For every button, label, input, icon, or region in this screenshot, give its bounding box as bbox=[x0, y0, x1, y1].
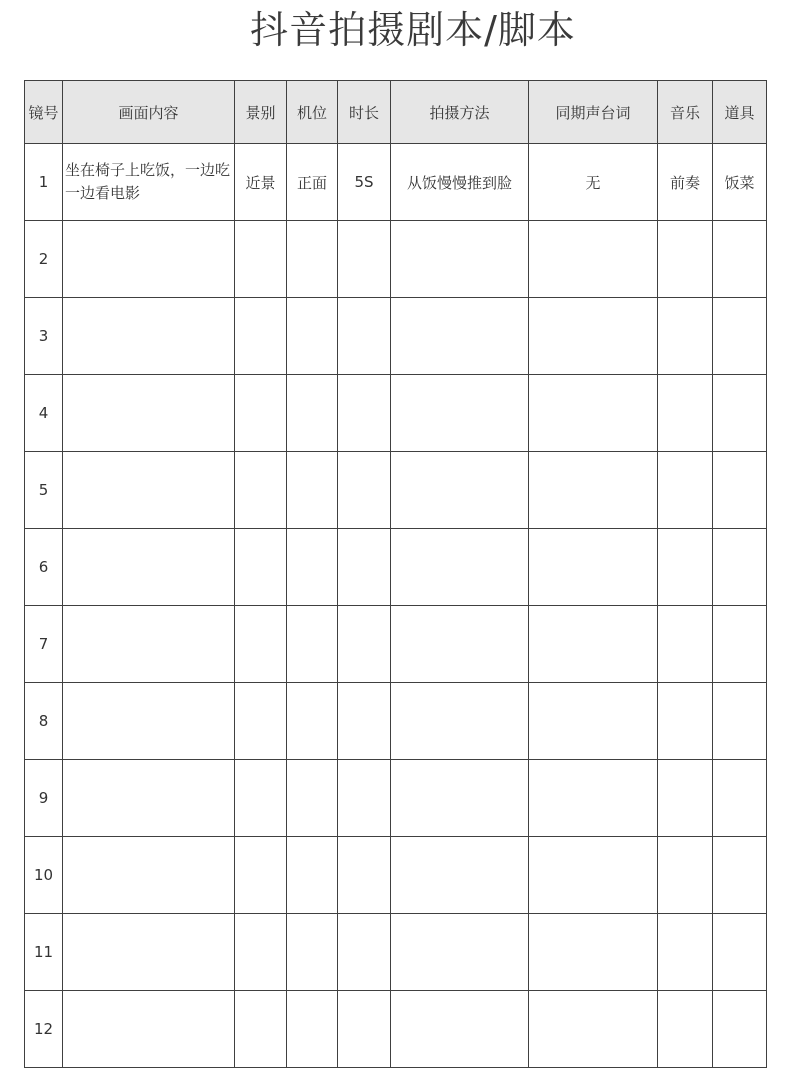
cell-props bbox=[713, 452, 767, 529]
cell-duration bbox=[338, 606, 391, 683]
cell-scene-content bbox=[63, 452, 235, 529]
cell-duration bbox=[338, 760, 391, 837]
cell-dialogue bbox=[529, 529, 658, 606]
cell-duration bbox=[338, 991, 391, 1068]
table-row bbox=[25, 991, 767, 1068]
cell-duration bbox=[338, 683, 391, 760]
cell-duration: 5S bbox=[338, 144, 391, 221]
cell-dialogue bbox=[529, 221, 658, 298]
cell-shot-number: 5 bbox=[25, 452, 63, 529]
cell-props bbox=[713, 837, 767, 914]
cell-shooting-method bbox=[391, 914, 529, 991]
table-header-row bbox=[25, 81, 767, 144]
cell-shooting-method bbox=[391, 991, 529, 1068]
table-row bbox=[25, 683, 767, 760]
cell-camera-position bbox=[287, 452, 338, 529]
cell-shot-number: 10 bbox=[25, 837, 63, 914]
cell-camera-position bbox=[287, 298, 338, 375]
cell-shot-size bbox=[235, 914, 287, 991]
page-title: 抖音拍摄剧本/脚本 bbox=[250, 8, 576, 52]
header-shot-number: 镜号 bbox=[25, 81, 63, 144]
cell-shooting-method bbox=[391, 221, 529, 298]
cell-camera-position bbox=[287, 606, 338, 683]
cell-dialogue: 无 bbox=[529, 144, 658, 221]
cell-camera-position bbox=[287, 221, 338, 298]
cell-dialogue bbox=[529, 837, 658, 914]
table-row bbox=[25, 221, 767, 298]
cell-music bbox=[658, 452, 713, 529]
cell-camera-position bbox=[287, 991, 338, 1068]
cell-shot-size bbox=[235, 760, 287, 837]
cell-dialogue bbox=[529, 375, 658, 452]
cell-scene-content bbox=[63, 606, 235, 683]
cell-music bbox=[658, 529, 713, 606]
cell-shooting-method bbox=[391, 375, 529, 452]
cell-shooting-method bbox=[391, 837, 529, 914]
cell-shooting-method bbox=[391, 529, 529, 606]
cell-shooting-method: 从饭慢慢推到脸 bbox=[391, 144, 529, 221]
cell-shooting-method bbox=[391, 298, 529, 375]
cell-shot-size bbox=[235, 452, 287, 529]
cell-scene-content bbox=[63, 529, 235, 606]
header-duration: 时长 bbox=[338, 81, 391, 144]
cell-dialogue bbox=[529, 760, 658, 837]
table-row bbox=[25, 760, 767, 837]
table-row bbox=[25, 606, 767, 683]
cell-props bbox=[713, 683, 767, 760]
cell-scene-content bbox=[63, 837, 235, 914]
cell-music bbox=[658, 606, 713, 683]
cell-music bbox=[658, 683, 713, 760]
cell-music bbox=[658, 991, 713, 1068]
cell-scene-content bbox=[63, 914, 235, 991]
cell-shooting-method bbox=[391, 760, 529, 837]
cell-music bbox=[658, 221, 713, 298]
cell-duration bbox=[338, 452, 391, 529]
cell-props bbox=[713, 529, 767, 606]
cell-dialogue bbox=[529, 452, 658, 529]
cell-duration bbox=[338, 837, 391, 914]
cell-shot-number: 2 bbox=[25, 221, 63, 298]
cell-shooting-method bbox=[391, 452, 529, 529]
cell-scene-content bbox=[63, 760, 235, 837]
cell-music bbox=[658, 375, 713, 452]
cell-props: 饭菜 bbox=[713, 144, 767, 221]
header-camera-position: 机位 bbox=[287, 81, 338, 144]
cell-dialogue bbox=[529, 991, 658, 1068]
table-row bbox=[25, 452, 767, 529]
header-shot-size: 景别 bbox=[235, 81, 287, 144]
cell-shot-size bbox=[235, 606, 287, 683]
cell-props bbox=[713, 221, 767, 298]
cell-camera-position bbox=[287, 837, 338, 914]
cell-camera-position bbox=[287, 529, 338, 606]
cell-props bbox=[713, 298, 767, 375]
cell-camera-position: 正面 bbox=[287, 144, 338, 221]
table-row bbox=[25, 298, 767, 375]
cell-camera-position bbox=[287, 683, 338, 760]
cell-shot-number: 6 bbox=[25, 529, 63, 606]
cell-shooting-method bbox=[391, 606, 529, 683]
cell-music bbox=[658, 914, 713, 991]
table-row bbox=[25, 375, 767, 452]
table-row bbox=[25, 529, 767, 606]
cell-scene-content bbox=[63, 298, 235, 375]
cell-shot-number: 7 bbox=[25, 606, 63, 683]
cell-props bbox=[713, 991, 767, 1068]
table-row bbox=[25, 914, 767, 991]
header-music: 音乐 bbox=[658, 81, 713, 144]
cell-dialogue bbox=[529, 606, 658, 683]
cell-shot-size bbox=[235, 221, 287, 298]
cell-duration bbox=[338, 375, 391, 452]
cell-shot-size bbox=[235, 837, 287, 914]
cell-music bbox=[658, 298, 713, 375]
cell-props bbox=[713, 760, 767, 837]
cell-shot-size: 近景 bbox=[235, 144, 287, 221]
header-scene-content: 画面内容 bbox=[63, 81, 235, 144]
cell-camera-position bbox=[287, 375, 338, 452]
cell-shot-number: 3 bbox=[25, 298, 63, 375]
cell-shot-number: 11 bbox=[25, 914, 63, 991]
table-row bbox=[25, 837, 767, 914]
cell-shot-size bbox=[235, 683, 287, 760]
cell-shot-size bbox=[235, 991, 287, 1068]
cell-duration bbox=[338, 221, 391, 298]
shooting-script-table bbox=[24, 80, 767, 1068]
cell-props bbox=[713, 375, 767, 452]
cell-shot-number: 1 bbox=[25, 144, 63, 221]
cell-shot-size bbox=[235, 375, 287, 452]
cell-camera-position bbox=[287, 914, 338, 991]
cell-shot-size bbox=[235, 529, 287, 606]
header-shooting-method: 拍摄方法 bbox=[391, 81, 529, 144]
cell-duration bbox=[338, 529, 391, 606]
cell-shot-number: 9 bbox=[25, 760, 63, 837]
cell-music: 前奏 bbox=[658, 144, 713, 221]
cell-dialogue bbox=[529, 298, 658, 375]
cell-duration bbox=[338, 298, 391, 375]
cell-music bbox=[658, 837, 713, 914]
cell-camera-position bbox=[287, 760, 338, 837]
cell-scene-content: 坐在椅子上吃饭，一边吃一边看电影 bbox=[63, 144, 235, 221]
cell-dialogue bbox=[529, 914, 658, 991]
cell-dialogue bbox=[529, 683, 658, 760]
cell-scene-content bbox=[63, 221, 235, 298]
cell-props bbox=[713, 606, 767, 683]
header-props: 道具 bbox=[713, 81, 767, 144]
cell-props bbox=[713, 914, 767, 991]
cell-shot-size bbox=[235, 298, 287, 375]
cell-duration bbox=[338, 914, 391, 991]
cell-music bbox=[658, 760, 713, 837]
cell-scene-content bbox=[63, 683, 235, 760]
cell-shot-number: 12 bbox=[25, 991, 63, 1068]
cell-shot-number: 4 bbox=[25, 375, 63, 452]
header-dialogue: 同期声台词 bbox=[529, 81, 658, 144]
table-row bbox=[25, 144, 767, 221]
cell-scene-content bbox=[63, 375, 235, 452]
cell-shooting-method bbox=[391, 683, 529, 760]
cell-scene-content bbox=[63, 991, 235, 1068]
cell-shot-number: 8 bbox=[25, 683, 63, 760]
